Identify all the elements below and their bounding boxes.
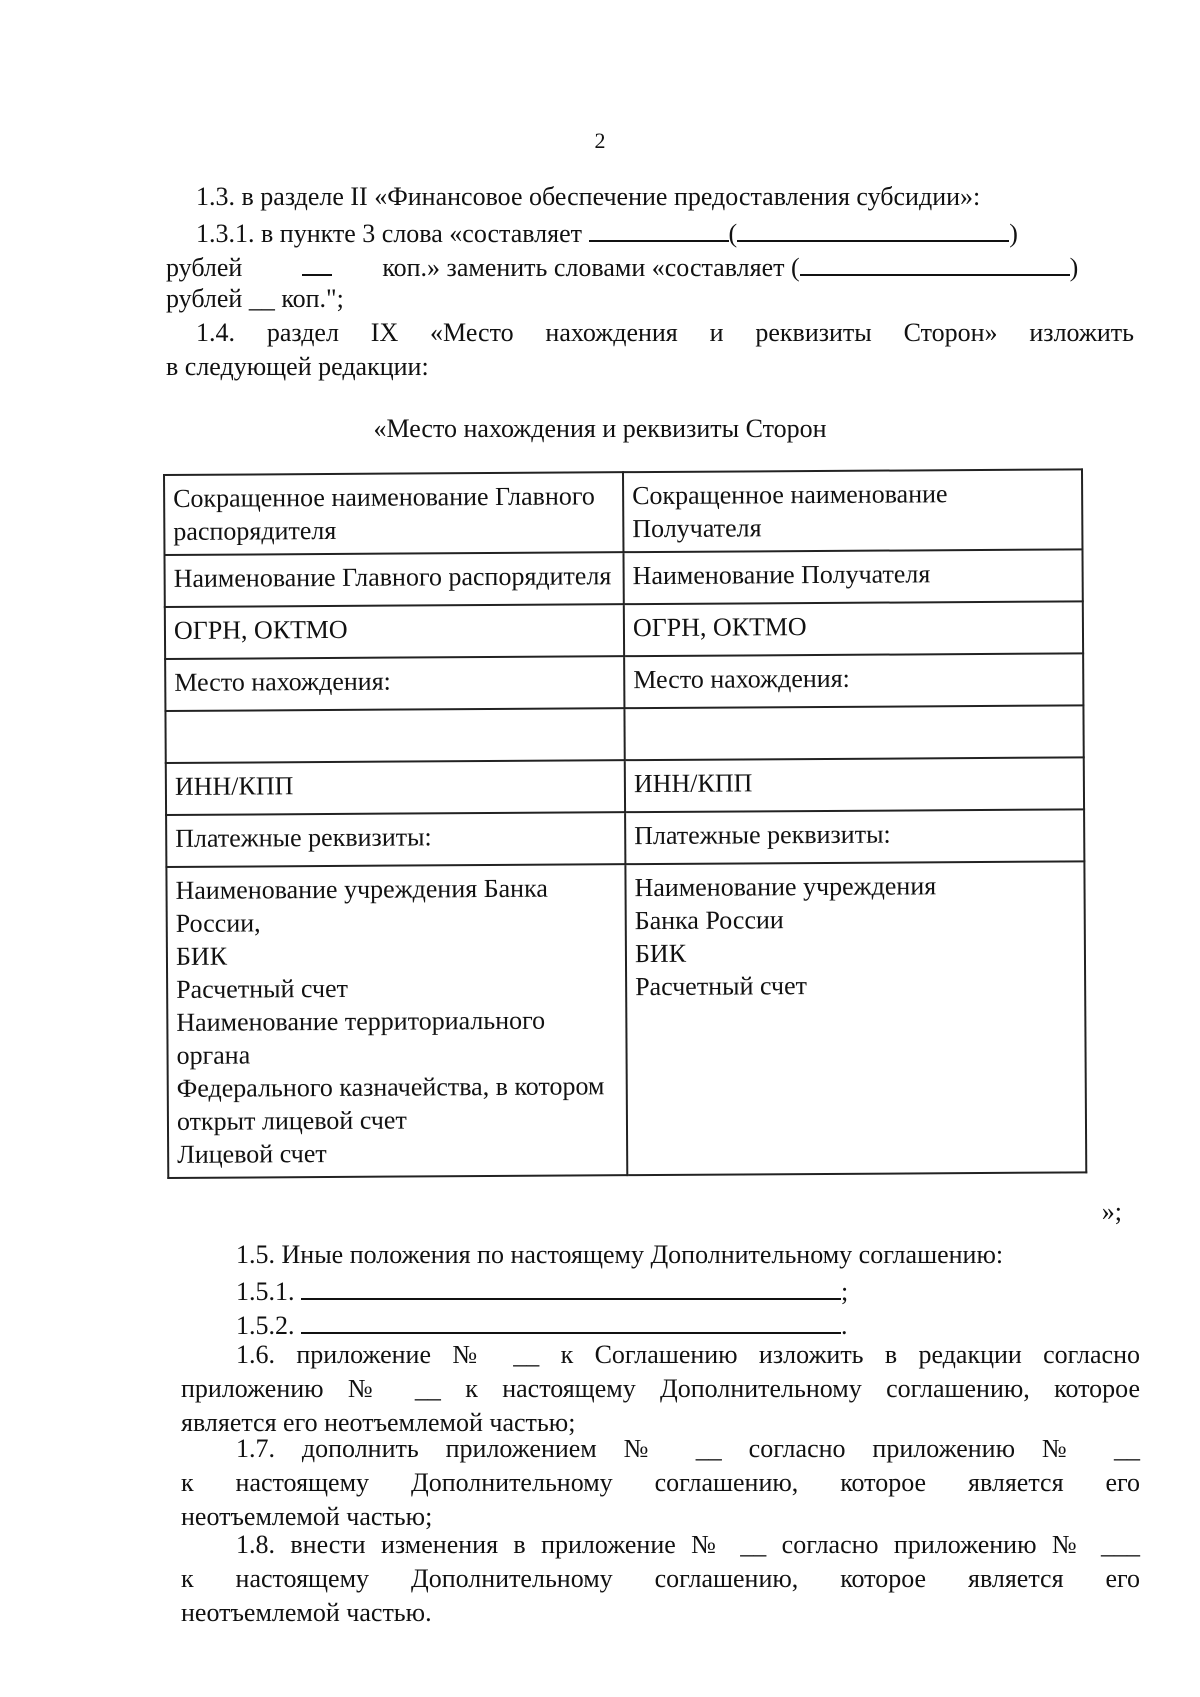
- paragraph-1-5: 1.5. Иные положения по настоящему Дополнительному соглашению:: [236, 1240, 1004, 1269]
- cell-empty-right: [624, 705, 1083, 760]
- cell-inn-distributor: ИНН/КПП: [166, 760, 625, 815]
- table-row: [166, 861, 1086, 1178]
- paragraph-1-6-line1: 1.6. приложение № __ к Соглашению изложить в редакции согласно: [236, 1340, 1140, 1369]
- p131-start: 1.3.1. в пункте 3 слова «составляет: [196, 219, 589, 248]
- p152-end: .: [841, 1311, 848, 1340]
- paragraph-1-3-1: [196, 214, 1018, 251]
- table-title: «Место нахождения и реквизиты Сторон: [373, 414, 827, 443]
- paragraph-1-6-line2: приложению № __ к настоящему Дополнительному соглашению, которое: [181, 1374, 1140, 1403]
- cell-bank-distributor: [166, 864, 627, 1178]
- p131-paren-close: ): [1009, 219, 1018, 248]
- table-row: [165, 705, 1083, 763]
- blank-amount-words: [737, 214, 1009, 242]
- p151-label: 1.5.1.: [236, 1277, 295, 1306]
- page-number: 2: [594, 128, 606, 153]
- paragraph-1-5-1: [236, 1272, 848, 1309]
- replace-text: коп.» заменить словами «составляет (: [382, 253, 800, 282]
- bank-left-line: Расчетный счет: [176, 973, 349, 1004]
- cell-payment-distributor: Платежные реквизиты:: [166, 812, 625, 867]
- bank-left-line: БИК: [175, 941, 228, 971]
- table-row: [166, 757, 1084, 815]
- paragraph-1-7-line3: неотъемлемой частью;: [181, 1502, 433, 1531]
- paragraph-1-3: 1.3. в разделе II «Финансовое обеспечение предоставления субсидии»:: [196, 182, 981, 211]
- cell-location-distributor: Место нахождения:: [165, 656, 624, 711]
- paragraph-1-3-1-line2: [166, 248, 1078, 285]
- bank-left-line: открыт лицевой счет: [176, 1105, 407, 1136]
- bank-left-line: Наименование территориального органа: [176, 1005, 546, 1070]
- paragraph-1-7-line2: к настоящему Дополнительному соглашению, которое является его: [181, 1468, 1140, 1497]
- p152-label: 1.5.2.: [236, 1311, 295, 1340]
- paragraph-1-8-line3: неотъемлемой частью.: [181, 1598, 432, 1627]
- p131-paren-close-2: ): [1069, 253, 1079, 282]
- table-row: [166, 809, 1084, 867]
- blank-1-5-1: [301, 1272, 841, 1300]
- cell-location-recipient: Место нахождения:: [624, 653, 1083, 708]
- cell-short-name-distributor: Сокращенное наименование Главного распорядителя: [164, 472, 623, 555]
- bank-right-line: Банка России: [634, 905, 784, 936]
- table-row: [164, 549, 1082, 607]
- bank-left-line: Лицевой счет: [177, 1139, 327, 1169]
- paragraph-1-4: 1.4. раздел IX «Место нахождения и реквизиты Сторон» изложить: [196, 318, 1134, 347]
- blank-amount: [589, 214, 729, 242]
- cell-name-distributor: Наименование Главного распорядителя: [164, 552, 623, 607]
- bank-left-line: Наименование учреждения Банка: [175, 873, 548, 905]
- cell-ogrn-recipient: ОГРН, ОКТМО: [624, 601, 1083, 656]
- p131-paren-open: (: [728, 219, 738, 248]
- cell-name-recipient: Наименование Получателя: [623, 549, 1082, 604]
- bank-right-line: Наименование учреждения: [634, 871, 937, 903]
- blank-new-amount: [800, 248, 1070, 276]
- table-row: [165, 601, 1083, 659]
- rubles-word: рублей: [166, 253, 243, 282]
- cell-empty-left: [165, 708, 624, 763]
- paragraph-1-8-line2: к настоящему Дополнительному соглашению, которое является его: [181, 1564, 1140, 1593]
- bank-right-line: Расчетный счет: [635, 971, 808, 1002]
- table-row: [164, 469, 1082, 555]
- blank-kop: [302, 248, 332, 276]
- bank-left-line: России,: [175, 908, 261, 938]
- p151-end: ;: [841, 1277, 849, 1306]
- cell-ogrn-distributor: ОГРН, ОКТМО: [165, 604, 624, 659]
- closing-quote: »;: [1101, 1197, 1122, 1226]
- table-row: [165, 653, 1083, 711]
- cell-payment-recipient: Платежные реквизиты:: [625, 809, 1084, 864]
- bank-left-line: Федерального казначейства, в котором: [176, 1071, 605, 1103]
- paragraph-1-8-line1: 1.8. внести изменения в приложение № __ согласно приложению № ___: [236, 1530, 1140, 1559]
- blank-1-5-2: [301, 1306, 841, 1334]
- cell-bank-recipient: [625, 861, 1086, 1175]
- paragraph-1-7-line1: 1.7. дополнить приложением № __ согласно приложению № __: [236, 1434, 1140, 1463]
- paragraph-1-3-1-line3: рублей __ коп.";: [166, 284, 344, 313]
- cell-short-name-recipient: Сокращенное наименование Получателя: [623, 469, 1082, 552]
- paragraph-1-4-cont: в следующей редакции:: [166, 352, 429, 381]
- bank-right-line: БИК: [634, 938, 687, 969]
- paragraph-1-6-line3: является его неотъемлемой частью;: [181, 1408, 576, 1437]
- requisites-table: [163, 468, 1087, 1179]
- cell-inn-recipient: ИНН/КПП: [625, 757, 1084, 812]
